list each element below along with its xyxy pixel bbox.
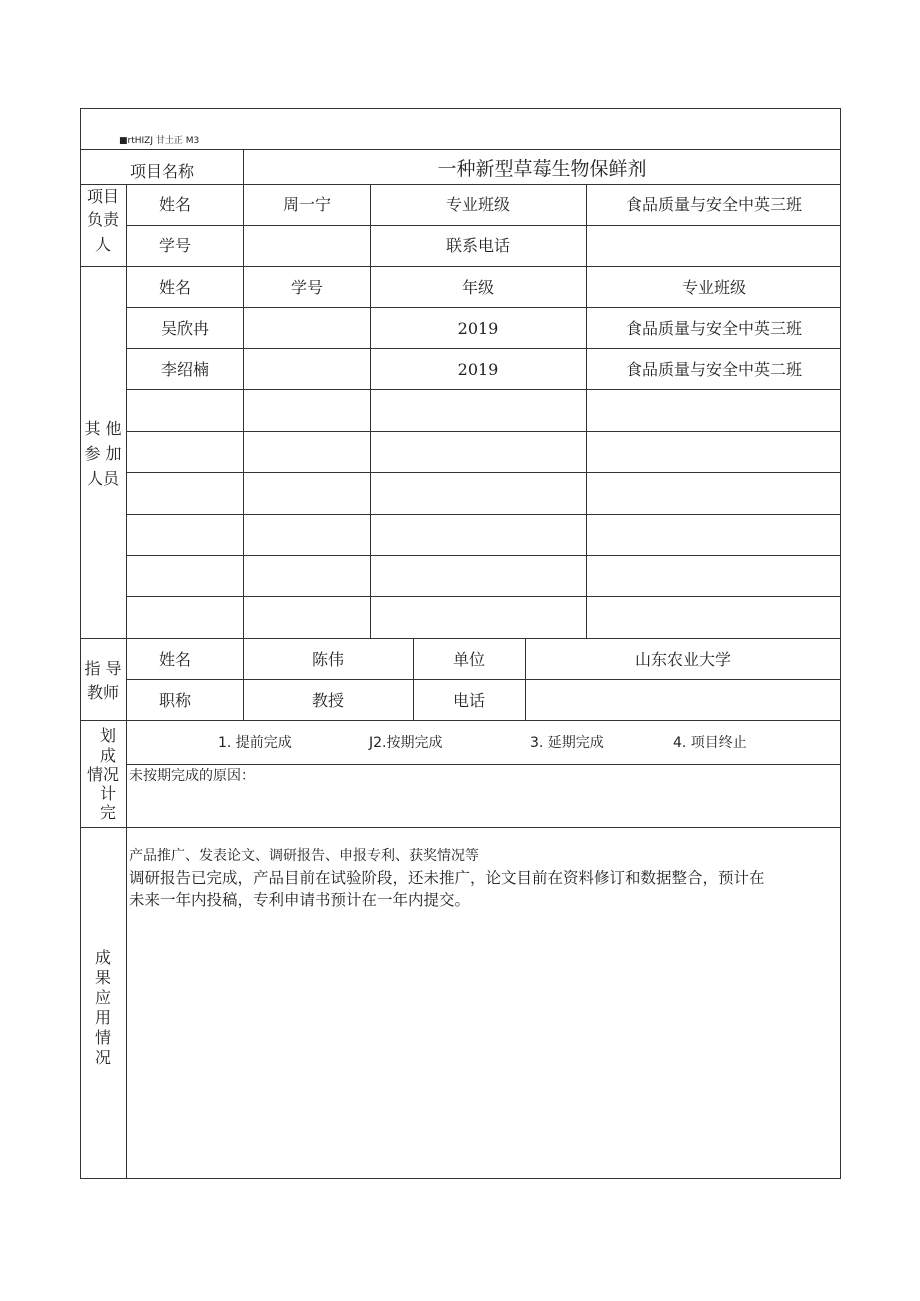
advisor-section-label: 教师 xyxy=(86,683,120,702)
plan-section-label: 完 xyxy=(99,803,117,822)
leader-name-label: 姓名 xyxy=(158,195,192,214)
members-header: 姓名 xyxy=(158,278,192,297)
divider xyxy=(126,307,841,308)
plan-section-label: 情况 xyxy=(86,765,120,784)
plan-section-label: 划 xyxy=(99,726,117,745)
advisor-phone-label: 电话 xyxy=(452,691,486,710)
results-section-label: 果 xyxy=(94,968,112,987)
advisor-name: 陈伟 xyxy=(311,650,345,669)
divider xyxy=(126,184,127,1179)
divider xyxy=(80,638,841,639)
divider xyxy=(126,348,841,349)
members-header: 年级 xyxy=(461,278,495,297)
form-frame xyxy=(80,108,841,1179)
divider xyxy=(80,827,841,828)
results-section-label: 成 xyxy=(94,948,112,967)
leader-class: 食品质量与安全中英三班 xyxy=(625,195,803,214)
divider xyxy=(126,555,841,556)
advisor-name-label: 姓名 xyxy=(158,650,192,669)
leader-class-label: 专业班级 xyxy=(445,195,511,214)
divider xyxy=(126,431,841,432)
leader-section-label: 项目 xyxy=(86,187,120,206)
delay-reason-label: 未按期完成的原因： xyxy=(129,768,255,784)
divider xyxy=(80,266,841,267)
divider xyxy=(126,596,841,597)
divider xyxy=(80,720,841,721)
leader-phone-label: 联系电话 xyxy=(445,236,511,255)
advisor-title: 教授 xyxy=(311,691,345,710)
members-header: 学号 xyxy=(290,278,324,297)
divider xyxy=(243,149,244,185)
results-section-label: 应 xyxy=(94,988,112,1007)
plan-option-delayed[interactable]: 3. 延期完成 xyxy=(530,735,604,751)
member-class: 食品质量与安全中英三班 xyxy=(625,319,803,338)
leader-name: 周一宁 xyxy=(282,195,332,214)
project-name: 一种新型草莓生物保鲜剂 xyxy=(437,158,647,180)
leader-section-label: 负责 xyxy=(86,210,120,229)
member-grade: 2019 xyxy=(457,360,499,379)
results-section-label: 用 xyxy=(94,1008,112,1027)
results-section-label: 况 xyxy=(94,1048,112,1067)
divider xyxy=(80,184,841,185)
plan-section-label: 成 xyxy=(99,746,117,765)
divider xyxy=(126,225,841,226)
advisor-unit: 山东农业大学 xyxy=(634,650,732,669)
leader-section-label: 人 xyxy=(94,235,112,254)
leader-id-label: 学号 xyxy=(158,236,192,255)
members-header: 专业班级 xyxy=(681,278,747,297)
results-text: 调研报告已完成，产品目前在试验阶段，还未推广，论文目前在资料修订和数据整合，预计在 xyxy=(129,869,765,887)
divider xyxy=(126,389,841,390)
member-grade: 2019 xyxy=(457,319,499,338)
divider xyxy=(126,514,841,515)
plan-option-terminated[interactable]: 4. 项目终止 xyxy=(673,735,747,751)
divider xyxy=(126,679,841,680)
advisor-title-label: 职称 xyxy=(158,691,192,710)
results-hint: 产品推广、发表论文、调研报告、申报专利、获奖情况等 xyxy=(129,848,479,864)
members-section-label: 人员 xyxy=(86,469,120,488)
divider xyxy=(80,149,841,150)
divider xyxy=(586,184,587,638)
divider xyxy=(370,184,371,638)
header-code: ■rtHIZJ 甘土正 M3 xyxy=(119,136,200,146)
plan-option-ontime[interactable]: J2.按期完成 xyxy=(369,735,443,751)
advisor-unit-label: 单位 xyxy=(452,650,486,669)
plan-section-label: 计 xyxy=(99,784,117,803)
project-name-label: 项目名称 xyxy=(129,162,195,181)
divider xyxy=(243,184,244,638)
divider xyxy=(126,472,841,473)
advisor-section-label: 指 导 xyxy=(84,659,122,678)
member-name: 李绍楠 xyxy=(160,360,210,379)
members-section-label: 其 他 xyxy=(84,419,122,438)
results-section-label: 情 xyxy=(94,1028,112,1047)
divider xyxy=(126,764,841,765)
member-name: 吴欣冉 xyxy=(160,319,210,338)
results-text: 未来一年内投稿，专利申请书预计在一年内提交。 xyxy=(129,891,471,909)
plan-option-early[interactable]: 1. 提前完成 xyxy=(218,735,292,751)
members-section-label: 参 加 xyxy=(84,444,122,463)
member-class: 食品质量与安全中英二班 xyxy=(625,360,803,379)
